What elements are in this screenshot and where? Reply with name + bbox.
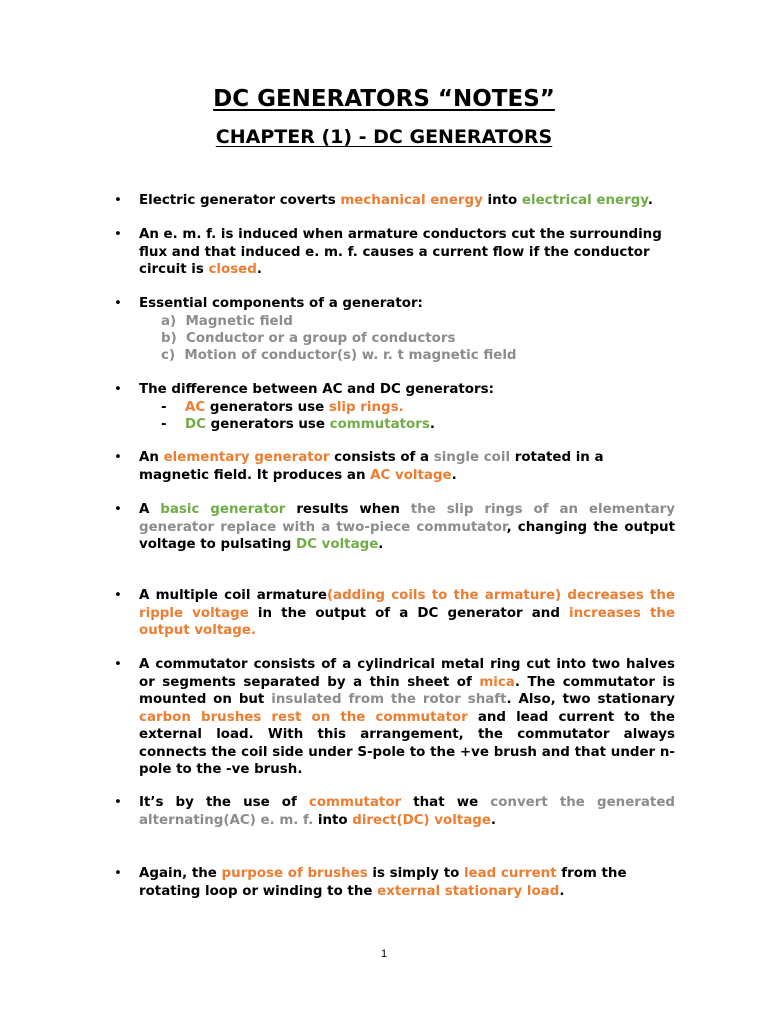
highlight-slip-rings: slip rings.	[328, 399, 404, 415]
text: results when	[285, 502, 411, 517]
bullet-dot: •	[114, 866, 122, 881]
text: An	[139, 450, 164, 465]
text: A	[139, 502, 161, 517]
highlight-commutator: commutator	[308, 795, 402, 810]
highlight-insulated: insulated from the rotor shaft	[271, 692, 507, 707]
bullet-dot: •	[114, 657, 122, 672]
list-item	[161, 416, 675, 433]
highlight-single-coil: single coil	[433, 450, 511, 465]
bullet-generator-definition	[114, 192, 675, 210]
bullet-multiple-coil-armature	[114, 587, 675, 640]
text: , changing the output voltage to pulsating	[139, 519, 675, 552]
text: generators use	[205, 399, 329, 415]
highlight-basic-generator: basic generator	[160, 502, 286, 517]
list-item: c) Motion of conductor(s) w. r. t magnetic field	[161, 347, 517, 363]
bullet-dot: •	[114, 296, 122, 311]
text: . Also, two stationary	[506, 692, 675, 707]
bullet-basic-generator	[114, 501, 675, 554]
text: and lead current to the external load. With this arrangement, the commutator always connects the coil side under S-pole to the +ve brush and that under n-pole to the -ve brush.	[139, 709, 675, 777]
bullet-commutator-construction	[114, 656, 675, 779]
highlight-output-voltage: increases the output voltage.	[139, 605, 675, 638]
bullet-dot: •	[114, 382, 122, 397]
text: .	[451, 467, 457, 483]
highlight-ripple-voltage: (adding coils to the armature) decreases the ripple voltage	[139, 588, 675, 621]
highlight-mica: mica	[479, 674, 515, 690]
text: .	[256, 262, 262, 277]
chapter-heading: CHAPTER (1) - DC GENERATORS	[215, 126, 553, 148]
text: Again, the	[139, 866, 222, 881]
text: Essential components of a generator:	[139, 296, 423, 311]
highlight-commutator-replacement: the slip rings of an elementary generator replace with a two-piece commutator	[139, 502, 676, 535]
text: A commutator consists of a cylindrical metal ring cut into two halves or segments separated by a thin sheet of	[139, 657, 675, 690]
text: .	[647, 193, 653, 208]
bullet-dot: •	[114, 450, 122, 465]
highlight-ac: AC	[185, 399, 206, 415]
text: .	[490, 812, 497, 828]
bullet-emf-induced	[114, 226, 675, 279]
highlight-carbon-brushes: carbon brushes rest on the commutator	[139, 709, 468, 725]
highlight-lead-current: lead current	[463, 866, 557, 881]
document-title: DC GENERATORS “NOTES”	[213, 86, 555, 112]
text: generators use	[205, 416, 330, 432]
text: .	[378, 537, 384, 552]
bullet-dot: •	[114, 502, 122, 517]
highlight-closed: closed	[208, 262, 257, 277]
text: rotated in a magnetic field. It produces an	[139, 450, 604, 483]
text: from the rotating loop or winding to the	[139, 866, 627, 899]
highlight-mechanical-energy: mechanical energy	[340, 193, 483, 208]
highlight-dc: DC	[185, 416, 206, 432]
text: in the output of a DC generator and	[248, 605, 570, 621]
bullet-essential-components	[114, 295, 675, 364]
bullet-dot: •	[114, 795, 122, 810]
highlight-purpose-of-brushes: purpose of brushes	[221, 866, 368, 881]
bullet-commutator-conversion	[114, 794, 675, 829]
text: . The commutator is mounted on but	[139, 674, 675, 707]
text: into	[317, 812, 353, 828]
bullet-dot: •	[114, 588, 122, 603]
bullet-dot: •	[114, 227, 122, 242]
text: into	[482, 193, 522, 208]
text: A multiple coil armature	[139, 588, 327, 603]
text: is simply to	[367, 866, 464, 881]
highlight-convert-ac: convert the generated alternating(AC) e. m. f.	[139, 795, 675, 828]
highlight-dc-voltage: direct(DC) voltage	[352, 812, 491, 828]
highlight-elementary-generator: elementary generator	[163, 450, 330, 465]
difference-list	[161, 399, 675, 433]
text: An e. m. f. is induced when armature conductors cut the surrounding flux and that induced e. m. f. causes a current flow if the conductor circuit is	[139, 227, 662, 277]
highlight-external-load: external stationary load	[377, 883, 560, 899]
text: that we	[401, 795, 491, 810]
list-item: b) Conductor or a group of conductors	[161, 330, 456, 346]
text: .	[559, 883, 565, 899]
components-list	[161, 313, 675, 364]
bullet-dot: •	[114, 193, 122, 208]
bullet-elementary-generator	[114, 449, 675, 484]
list-item	[161, 399, 675, 416]
dash: -	[161, 416, 167, 432]
highlight-ac-voltage: AC voltage	[370, 467, 452, 483]
text: Electric generator coverts	[139, 193, 341, 208]
highlight-dc-voltage: DC voltage	[296, 537, 379, 552]
bullet-purpose-of-brushes	[114, 865, 675, 900]
dash: -	[161, 399, 167, 415]
text: It’s by the use of	[139, 795, 309, 810]
list-item: a) Magnetic field	[161, 313, 293, 329]
highlight-electrical-energy: electrical energy	[521, 193, 648, 208]
highlight-commutators: commutators	[329, 416, 430, 432]
text: consists of a	[329, 450, 434, 465]
page-number: 1	[380, 948, 388, 960]
bullet-ac-dc-difference	[114, 381, 675, 433]
text: .	[429, 416, 435, 432]
text: The difference between AC and DC generators:	[139, 382, 494, 397]
